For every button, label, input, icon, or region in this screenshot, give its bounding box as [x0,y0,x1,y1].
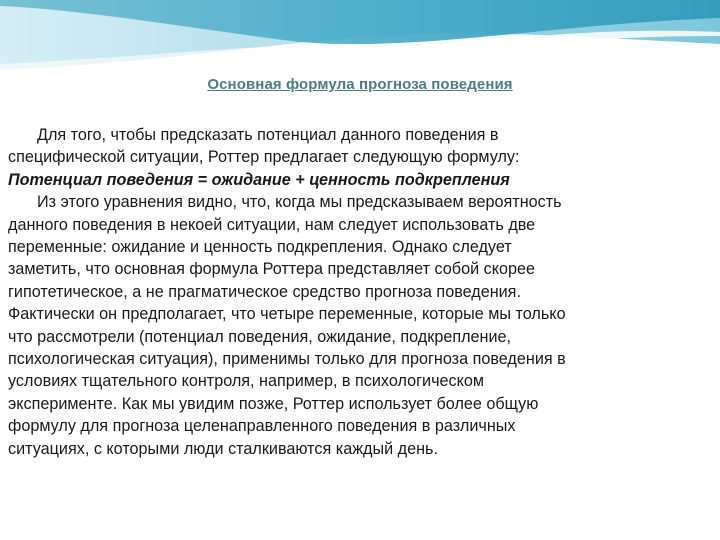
text-line: Из этого уравнения видно, что, когда мы предсказываем вероятность [37,193,562,212]
formula-line: Потенциал поведения = ожидание + ценность подкрепления [8,170,510,189]
text-line: что рассмотрели (потенциал поведения, ожидание, подкрепление, [8,327,512,346]
text-line: специфической ситуации, Роттер предлагает следующую формулу: [8,148,520,167]
text-line: психологическая ситуация), применимы только для прогноза поведения в [8,350,566,369]
text-line: условиях тщательного контроля, например, в психологическом [8,372,484,391]
text-line: Для того, чтобы предсказать потенциал данного поведения в [37,126,499,144]
text-line: формулу для прогноза целенаправленного поведения в различных [8,417,516,436]
slide-title: Основная формула прогноза поведения [207,76,513,93]
text-line: данного поведения в некоей ситуации, нам следует использовать две [8,215,536,234]
text-line: эксперименте. Как мы увидим позже, Роттер использует более общую [8,394,539,413]
body-text [8,124,714,460]
text-line: переменные: ожидание и ценность подкрепления. Однако следует [8,238,512,257]
text-line: ситуациях, с которыми люди сталкиваются каждый день. [8,439,438,458]
text-line: гипотетическое, а не прагматическое средство прогноза поведения. [8,282,521,301]
text-line: Фактически он предполагает, что четыре переменные, которые мы только [8,305,566,324]
text-line: заметить, что основная формула Роттера представляет собой скорее [8,260,535,279]
decorative-wave-header [0,0,720,80]
